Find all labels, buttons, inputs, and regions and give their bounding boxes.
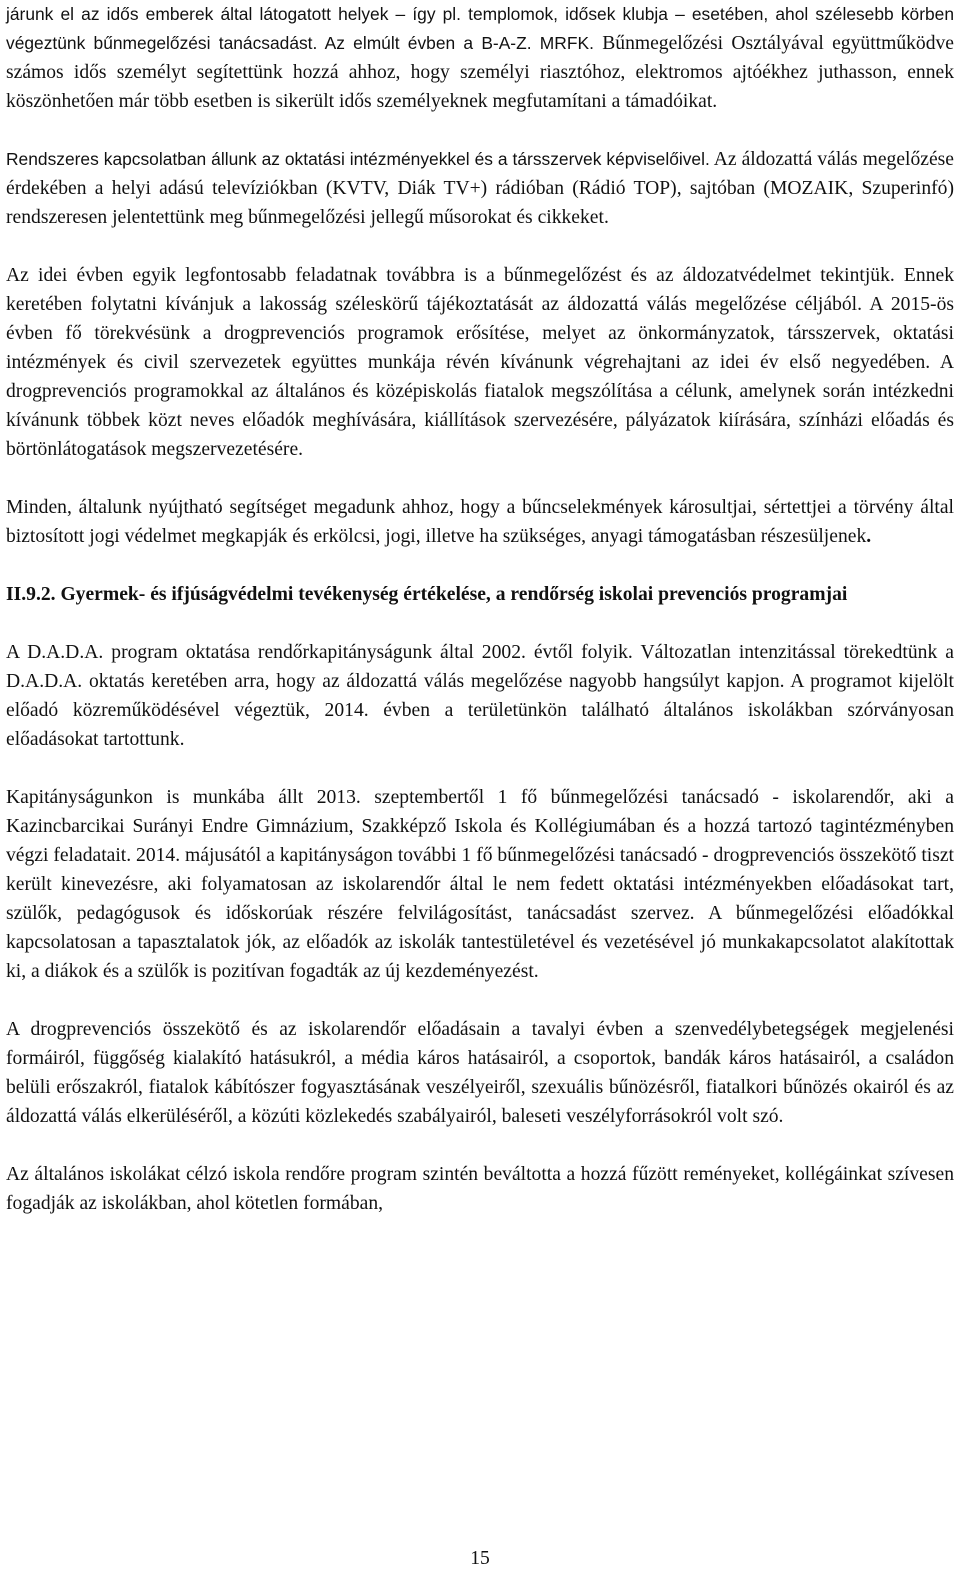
section-heading: II.9.2. Gyermek- és ifjúságvédelmi tevékenység értékelése, a rendőrség iskolai prevenciós programjai [6, 584, 848, 605]
paragraph-elderly-prevention [6, 0, 954, 116]
page-number: 15 [470, 1548, 490, 1569]
document-page [6, 0, 954, 1218]
text-run: Bűnmegelőzési Osztályával együttműködve számos idős személyt segítettünk hozzá ahhoz, hogy személyi riasztóhoz, elektromos ajtóékhez juthasson, ennek köszönhetően már több esetben is sikerült idős személyeknek megfutamítani a támadóikat. [6, 33, 955, 112]
paragraph-dada-program: A D.A.D.A. program oktatása rendőrkapitányságunk által 2002. évtől folyik. Változatlan intenzitással törekedtünk a D.A.D.A. oktatás keretében arra, hogy az áldozattá válás megelőzése nagyobb hangsúlyt kapjon. A programot kijelölt előadó közreműködésével végeztük, 2014. évben a területünkön található általános iskolákban szórványosan előadásokat tartottunk. [6, 642, 954, 750]
paragraph-victim-support [6, 493, 954, 551]
paragraph-school-officer: Kapitányságunkon is munkába állt 2013. szeptembertől 1 fő bűnmegelőzési tanácsadó - iskolarendőr, aki a Kazincbarcikai Surányi Endre Gimnázium, Szakképző Iskola és Kollégiumában és a hozzá tartozó tagintézményben végzi feladatait. 2014. májusától a kapitányságon további 1 fő bűnmegelőzési tanácsadó - drogprevenciós összekötő tiszt került kinevezésre, aki folyamatosan az iskolarendőr által le nem fedett oktatási intézményekben előadásokat tart, szülők, pedagógusok és időskorúak részére felvilágosítást, tanácsadást szervez. A bűnmegelőzési előadókkal kapcsolatosan a tapasztalatok jók, az előadók az iskolák tantestületével és vezetésével jó munkakapcsolatot alakítottak ki, a diákok és a szülők is pozitívan fogadták az új kezdeményezést. [6, 787, 954, 982]
paragraph-lecture-topics: A drogprevenciós összekötő és az iskolarendőr előadásain a tavalyi évben a szenvedélybetegségek megjelenési formáiról, függőség kialakító hatásukról, a média káros hatásairól, a csoportok, bandák káros hatásairól, a családon belüli erőszakról, fiatalok kábítószer fogyasztásának veszélyeiről, szexuális bűnözésről, fiatalkori bűnözés okairól és az áldozattá válás elkerüléséről, a közúti közlekedés szabályairól, baleseti veszélyforrásokról volt szó. [6, 1019, 954, 1127]
paragraph-annual-goals: Az idei évben egyik legfontosabb feladatnak továbbra is a bűnmegelőzést és az áldozatvédelmet tekintjük. Ennek keretében folytatni kívánjuk a lakosság széleskörű tájékoztatását az áldozattá válás megelőzése céljából. A 2015-ös évben fő törekvésünk a drogprevenciós programok erősítése, melyet az önkormányzatok, társszervek, oktatási intézmények és civil szervezetek együttes munkája révén kívánunk végrehajtani az idei év első negyedében. A drogprevenciós programokkal az általános és középiskolás fiatalok megszólítása a célunk, amelynek során intézkedni kívánunk többek közt neves előadók meghívására, kiállítások szervezésére, pályázatok kiírására, színházi előadás és börtönlátogatások megszervezetésére. [6, 265, 954, 460]
paragraph-education-media [6, 145, 954, 232]
paragraph-school-police-program: Az általános iskolákat célzó iskola rendőre program szintén beváltotta a hozzá fűzött reményeket, kollégáinkat szívesen fogadják az iskolákban, ahol kötetlen formában, [6, 1164, 954, 1214]
text-run: járunk el az idős emberek által látogatott helyek – így pl. templomok, idősek klubja – esetében, ahol szélesebb körben végeztünk bűnmegelőzési tanácsadást. Az elmúlt évben a B-A-Z. MRFK. [6, 4, 954, 53]
text-run: Az áldozattá válás megelőzése érdekében a helyi adású televíziókban (KVTV, Diák TV+) rádióban (Rádió TOP), sajtóban (MOZAIK, Szuperinfó) rendszeresen jelentettünk meg bűnmegelőzési jellegű műsorokat és cikkeket. [6, 149, 955, 228]
text-run: Rendszeres kapcsolatban állunk az oktatási intézményekkel és a társszervek képviselőivel. [6, 149, 710, 169]
text-run: Minden, általunk nyújtható segítséget megadunk ahhoz, hogy a bűncselekmények károsultjai, sértettjei a törvény által biztosított jogi védelmet megkapják és erkölcsi, jogi, illetve ha szükséges, anyagi támogatásban részesüljenek [6, 497, 954, 547]
text-run: . [866, 526, 872, 547]
